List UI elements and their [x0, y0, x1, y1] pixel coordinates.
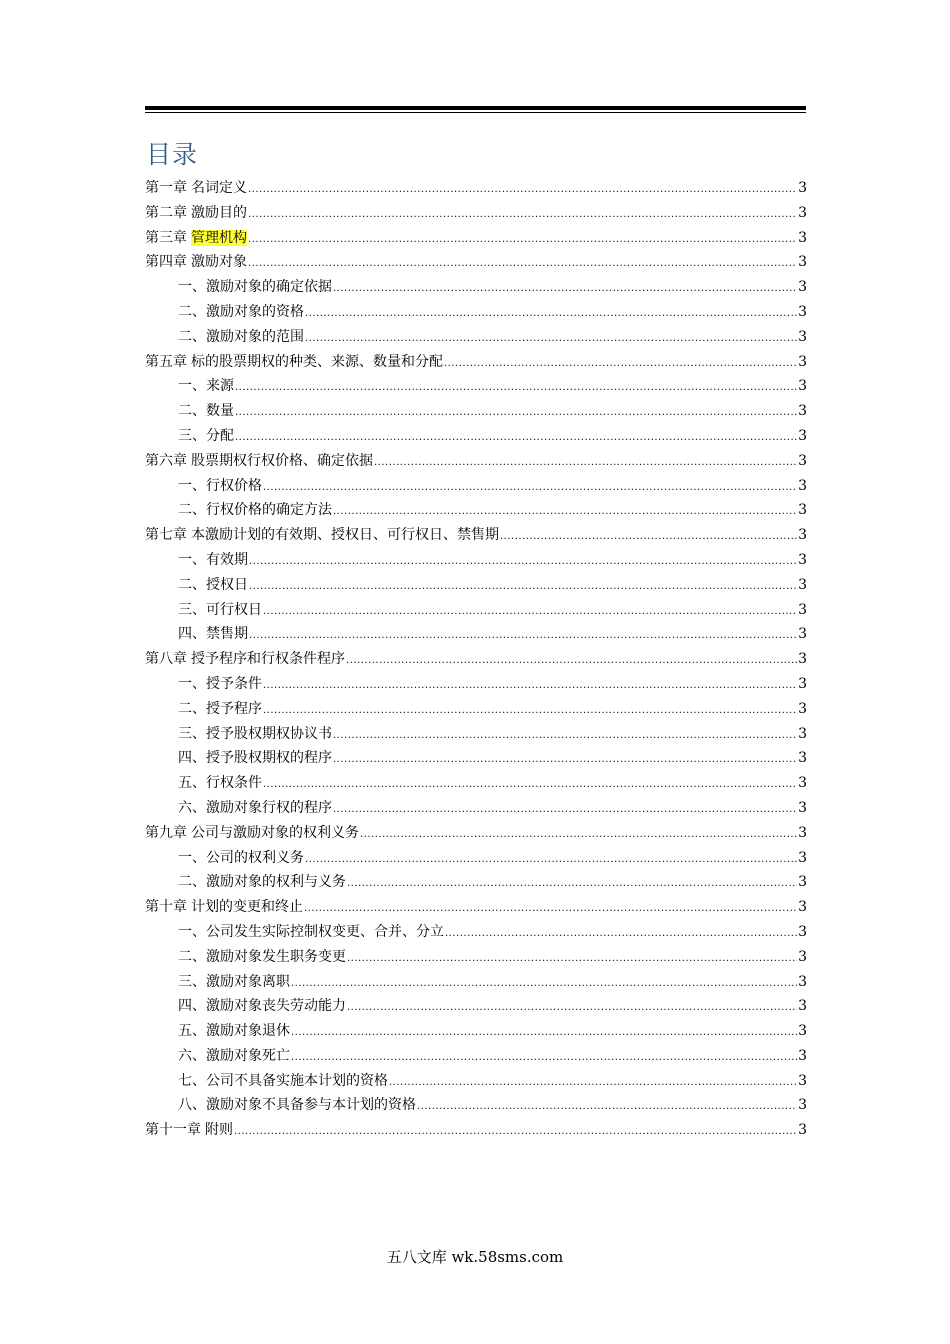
toc-section-entry[interactable]	[145, 870, 807, 895]
toc-entry-label: 公司的权利义务	[206, 849, 304, 866]
toc-entry-label: 授予股权期权的程序	[206, 750, 332, 767]
toc-dot-leader	[444, 352, 797, 377]
toc-entry-number: 第五章	[145, 353, 187, 370]
toc-entry-text	[178, 573, 248, 598]
toc-dot-leader	[249, 550, 797, 575]
toc-entry-label: 激励对象的权利与义务	[206, 874, 346, 891]
toc-entry-number: 三、	[178, 725, 206, 742]
toc-section-entry[interactable]	[145, 1093, 807, 1118]
toc-entry-label: 激励对象的确定依据	[206, 279, 332, 296]
toc-entry-text	[145, 647, 345, 672]
toc-dot-leader	[347, 947, 797, 972]
toc-dot-leader	[263, 773, 797, 798]
toc-page-number: 3	[798, 973, 807, 990]
toc-entry-label: 激励对象丧失劳动能力	[206, 998, 346, 1015]
toc-entry-label: 公司不具备实施本计划的资格	[206, 1072, 388, 1089]
toc-entry-label: 公司发生实际控制权变更、合并、分立	[206, 923, 444, 940]
toc-section-entry[interactable]	[145, 846, 807, 871]
toc-section-entry[interactable]	[145, 796, 807, 821]
toc-page-number: 3	[798, 452, 807, 469]
toc-entry-label: 分配	[206, 427, 234, 444]
toc-dot-leader	[389, 1071, 797, 1096]
toc-entry-label: 来源	[206, 378, 234, 395]
toc-dot-leader	[234, 1120, 797, 1145]
toc-page-number: 3	[798, 576, 807, 593]
toc-entry-number: 第一章	[145, 180, 187, 196]
toc-entry-text	[145, 350, 443, 375]
toc-section-entry[interactable]	[145, 672, 807, 697]
toc-page-number: 3	[798, 998, 807, 1015]
toc-entry-text	[145, 523, 499, 548]
toc-entry-label: 数量	[206, 403, 234, 420]
toc-list	[145, 176, 807, 1143]
toc-entry-text	[178, 498, 332, 523]
toc-section-entry[interactable]	[145, 325, 807, 350]
toc-entry-number: 二、	[178, 328, 206, 345]
toc-dot-leader	[248, 228, 797, 253]
toc-entry-text	[145, 895, 303, 920]
toc-entry-number: 第十一章	[145, 1122, 201, 1139]
toc-page-number: 3	[798, 775, 807, 792]
toc-entry-label: 有效期	[206, 551, 248, 568]
toc-dot-leader	[305, 327, 797, 352]
toc-dot-leader	[304, 897, 797, 922]
toc-dot-leader	[235, 426, 797, 451]
toc-entry-text	[145, 176, 247, 201]
toc-entry-label: 行权价格的确定方法	[206, 502, 332, 519]
toc-dot-leader	[291, 1046, 797, 1071]
toc-page-number: 3	[798, 948, 807, 965]
toc-entry-number: 一、	[178, 923, 206, 940]
toc-entry-label: 激励对象退休	[206, 1023, 290, 1040]
toc-entry-number: 第十章	[145, 899, 187, 916]
toc-entry-text	[178, 275, 332, 300]
toc-page-number: 3	[798, 427, 807, 444]
toc-entry-label: 授权日	[206, 576, 248, 593]
toc-page-number: 3	[798, 1097, 807, 1114]
toc-entry-text	[145, 226, 247, 251]
toc-dot-leader	[235, 376, 797, 401]
toc-entry-label: 授予程序和行权条件程序	[191, 651, 345, 668]
toc-entry-label: 附则	[205, 1122, 233, 1139]
toc-entry-number: 一、	[178, 675, 206, 692]
toc-entry-label: 激励对象离职	[206, 973, 290, 990]
toc-section-entry[interactable]	[145, 771, 807, 796]
toc-section-entry[interactable]	[145, 1019, 807, 1044]
toc-dot-leader	[263, 476, 797, 501]
toc-page-number: 3	[798, 527, 807, 544]
toc-page-number: 3	[798, 229, 807, 246]
toc-entry-text	[178, 945, 346, 970]
toc-dot-leader	[249, 624, 797, 649]
toc-entry-number: 七、	[178, 1072, 206, 1089]
toc-entry-label: 标的股票期权的种类、来源、数量和分配	[191, 353, 443, 370]
toc-entry-number: 六、	[178, 799, 206, 816]
toc-dot-leader	[333, 500, 797, 525]
toc-entry-label: 授予条件	[206, 675, 262, 692]
toc-section-entry[interactable]	[145, 399, 807, 424]
toc-entry-text	[145, 821, 359, 846]
toc-entry-number: 一、	[178, 551, 206, 568]
toc-section-entry[interactable]	[145, 275, 807, 300]
toc-dot-leader	[360, 823, 797, 848]
toc-entry-text	[178, 970, 290, 995]
toc-entry-text	[145, 449, 373, 474]
toc-section-entry[interactable]	[145, 498, 807, 523]
toc-entry-label: 公司与激励对象的权利义务	[191, 824, 359, 841]
toc-entry-text	[178, 746, 332, 771]
toc-dot-leader	[374, 451, 797, 476]
toc-entry-text	[178, 771, 262, 796]
toc-entry-text	[178, 697, 262, 722]
toc-entry-number: 三、	[178, 601, 206, 618]
toc-section-entry[interactable]	[145, 374, 807, 399]
toc-page-number: 3	[798, 254, 807, 271]
toc-entry-label: 激励对象行权的程序	[206, 799, 332, 816]
toc-page-number: 3	[798, 1047, 807, 1064]
toc-entry-label: 管理机构	[191, 229, 247, 246]
toc-entry-label: 激励对象	[191, 254, 247, 271]
toc-chapter-entry[interactable]	[145, 895, 807, 920]
toc-entry-number: 一、	[178, 477, 206, 494]
toc-entry-label: 股票期权行权价格、确定依据	[191, 452, 373, 469]
toc-entry-text	[145, 201, 247, 226]
toc-entry-label: 禁售期	[206, 626, 248, 643]
toc-entry-label: 授予程序	[206, 700, 262, 717]
toc-entry-text	[178, 846, 304, 871]
toc-entry-number: 四、	[178, 626, 206, 643]
toc-dot-leader	[305, 302, 797, 327]
toc-page-number: 3	[798, 180, 807, 196]
toc-page-number: 3	[798, 799, 807, 816]
toc-section-entry[interactable]	[145, 722, 807, 747]
toc-entry-label: 行权条件	[206, 775, 262, 792]
toc-entry-text	[178, 994, 346, 1019]
toc-dot-leader	[347, 872, 797, 897]
toc-page-number: 3	[798, 1072, 807, 1089]
toc-section-entry[interactable]	[145, 424, 807, 449]
toc-dot-leader	[347, 996, 797, 1021]
toc-page-number: 3	[798, 874, 807, 891]
toc-entry-label: 行权价格	[206, 477, 262, 494]
toc-entry-number: 二、	[178, 700, 206, 717]
header-rule	[145, 106, 806, 110]
toc-page-number: 3	[798, 651, 807, 668]
toc-entry-number: 一、	[178, 849, 206, 866]
toc-entry-number: 第二章	[145, 204, 187, 221]
toc-section-entry[interactable]	[145, 945, 807, 970]
toc-entry-text	[178, 325, 304, 350]
toc-entry-number: 第八章	[145, 651, 187, 668]
toc-entry-number: 四、	[178, 750, 206, 767]
toc-page-number: 3	[798, 1122, 807, 1139]
toc-entry-number: 八、	[178, 1097, 206, 1114]
toc-entry-text	[178, 1093, 416, 1118]
toc-page-number: 3	[798, 923, 807, 940]
toc-dot-leader	[291, 1021, 797, 1046]
toc-title: 目录	[146, 140, 199, 169]
toc-entry-text	[178, 474, 262, 499]
toc-entry-number: 二、	[178, 948, 206, 965]
toc-entry-text	[178, 870, 346, 895]
toc-dot-leader	[291, 972, 797, 997]
toc-entry-text	[145, 1118, 233, 1143]
toc-entry-label: 授予股权期权协议书	[206, 725, 332, 742]
toc-page-number: 3	[798, 328, 807, 345]
toc-page-number: 3	[798, 204, 807, 221]
toc-dot-leader	[248, 178, 797, 203]
toc-entry-label: 激励对象不具备参与本计划的资格	[206, 1097, 416, 1114]
toc-dot-leader	[263, 600, 797, 625]
toc-chapter-entry[interactable]	[145, 226, 807, 251]
toc-section-entry[interactable]	[145, 548, 807, 573]
toc-chapter-entry[interactable]	[145, 201, 807, 226]
toc-entry-text	[178, 300, 304, 325]
toc-section-entry[interactable]	[145, 920, 807, 945]
toc-entry-text	[178, 622, 248, 647]
toc-entry-text	[178, 424, 234, 449]
toc-section-entry[interactable]	[145, 697, 807, 722]
toc-section-entry[interactable]	[145, 970, 807, 995]
toc-entry-text	[178, 399, 234, 424]
toc-entry-text	[178, 672, 262, 697]
toc-entry-text	[178, 722, 332, 747]
toc-entry-number: 第六章	[145, 452, 187, 469]
toc-entry-label: 激励目的	[191, 204, 247, 221]
toc-entry-text	[178, 796, 332, 821]
toc-dot-leader	[333, 748, 797, 773]
toc-entry-number: 五、	[178, 775, 206, 792]
toc-dot-leader	[249, 575, 797, 600]
toc-entry-text	[178, 598, 262, 623]
toc-entry-label: 激励对象死亡	[206, 1047, 290, 1064]
toc-entry-number: 第四章	[145, 254, 187, 271]
toc-dot-leader	[235, 401, 797, 426]
toc-dot-leader	[346, 649, 797, 674]
toc-section-entry[interactable]	[145, 300, 807, 325]
toc-dot-leader	[263, 699, 797, 724]
toc-entry-text	[145, 250, 247, 275]
toc-page-number: 3	[798, 601, 807, 618]
toc-entry-number: 二、	[178, 874, 206, 891]
toc-page-number: 3	[798, 626, 807, 643]
toc-entry-number: 第三章	[145, 229, 187, 246]
toc-entry-text	[178, 1069, 388, 1094]
toc-page-number: 3	[798, 725, 807, 742]
toc-chapter-entry[interactable]	[145, 250, 807, 275]
toc-entry-number: 二、	[178, 502, 206, 519]
toc-entry-text	[178, 1044, 290, 1069]
toc-chapter-entry[interactable]	[145, 449, 807, 474]
toc-entry-number: 一、	[178, 279, 206, 296]
toc-section-entry[interactable]	[145, 474, 807, 499]
toc-page-number: 3	[798, 849, 807, 866]
toc-section-entry[interactable]	[145, 746, 807, 771]
toc-entry-label: 计划的变更和终止	[191, 899, 303, 916]
toc-dot-leader	[333, 724, 797, 749]
footer-watermark: 五八文库 wk.58sms.com	[386, 1248, 564, 1266]
toc-entry-text	[178, 920, 444, 945]
toc-chapter-entry[interactable]	[145, 523, 807, 548]
toc-page-number: 3	[798, 279, 807, 296]
toc-chapter-entry[interactable]	[145, 350, 807, 375]
toc-section-entry[interactable]	[145, 598, 807, 623]
toc-entry-text	[178, 374, 234, 399]
toc-entry-number: 二、	[178, 303, 206, 320]
toc-section-entry[interactable]	[145, 994, 807, 1019]
toc-page-number: 3	[798, 303, 807, 320]
toc-page-number: 3	[798, 353, 807, 370]
toc-page-number: 3	[798, 675, 807, 692]
toc-entry-label: 名词定义	[191, 180, 247, 196]
toc-dot-leader	[333, 798, 797, 823]
toc-entry-number: 二、	[178, 403, 206, 420]
toc-page-number: 3	[798, 403, 807, 420]
toc-chapter-entry[interactable]	[145, 821, 807, 846]
toc-entry-text	[178, 548, 248, 573]
toc-page-number: 3	[798, 824, 807, 841]
toc-dot-leader	[305, 848, 797, 873]
toc-page-number: 3	[798, 477, 807, 494]
toc-dot-leader	[248, 252, 797, 277]
toc-page-number: 3	[798, 750, 807, 767]
toc-chapter-entry[interactable]	[145, 1118, 807, 1143]
toc-dot-leader	[263, 674, 797, 699]
toc-entry-label: 激励对象的资格	[206, 303, 304, 320]
toc-entry-label: 本激励计划的有效期、授权日、可行权日、禁售期	[191, 527, 499, 544]
toc-chapter-entry[interactable]	[145, 647, 807, 672]
toc-entry-number: 二、	[178, 576, 206, 593]
toc-dot-leader	[333, 277, 797, 302]
toc-dot-leader	[500, 525, 797, 550]
toc-chapter-entry[interactable]	[145, 176, 807, 201]
toc-dot-leader	[248, 203, 797, 228]
toc-page-number: 3	[798, 700, 807, 717]
toc-page-number: 3	[798, 899, 807, 916]
toc-entry-number: 三、	[178, 427, 206, 444]
toc-page-number: 3	[798, 1023, 807, 1040]
toc-entry-label: 可行权日	[206, 601, 262, 618]
toc-dot-leader	[445, 922, 797, 947]
toc-entry-number: 四、	[178, 998, 206, 1015]
toc-entry-number: 第七章	[145, 527, 187, 544]
toc-entry-label: 激励对象的范围	[206, 328, 304, 345]
toc-page-number: 3	[798, 378, 807, 395]
toc-page-number: 3	[798, 551, 807, 568]
toc-dot-leader	[417, 1095, 797, 1120]
toc-section-entry[interactable]	[145, 573, 807, 598]
toc-entry-number: 第九章	[145, 824, 187, 841]
toc-section-entry[interactable]	[145, 622, 807, 647]
toc-entry-number: 三、	[178, 973, 206, 990]
toc-entry-label: 激励对象发生职务变更	[206, 948, 346, 965]
toc-page-number: 3	[798, 502, 807, 519]
toc-section-entry[interactable]	[145, 1044, 807, 1069]
toc-entry-number: 一、	[178, 378, 206, 395]
toc-entry-text	[178, 1019, 290, 1044]
toc-section-entry[interactable]	[145, 1069, 807, 1094]
toc-entry-number: 六、	[178, 1047, 206, 1064]
toc-entry-number: 五、	[178, 1023, 206, 1040]
